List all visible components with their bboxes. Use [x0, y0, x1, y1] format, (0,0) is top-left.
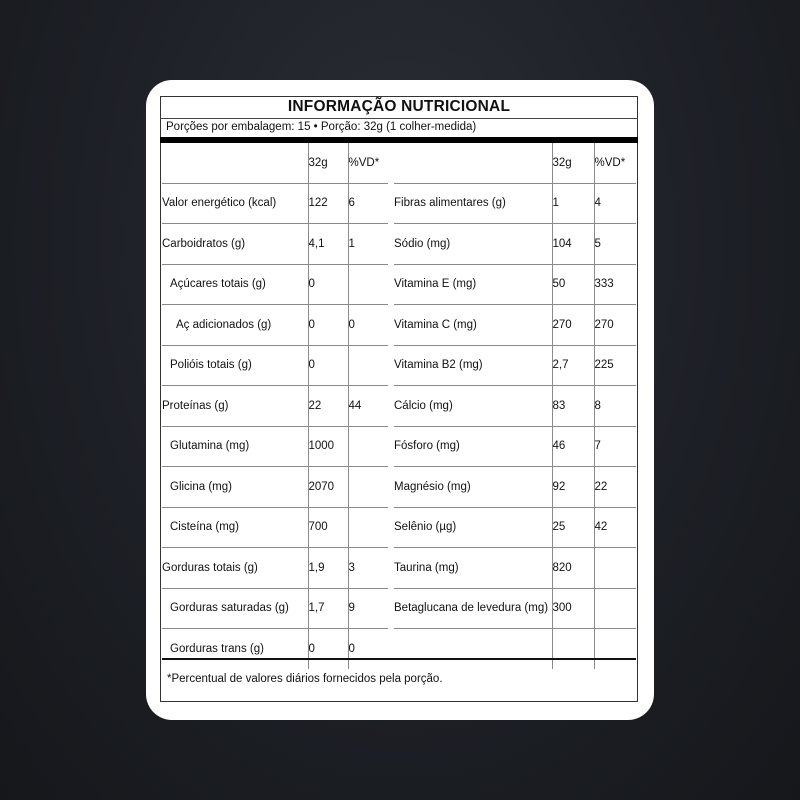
table-row: [162, 629, 636, 669]
dv-value: 6: [348, 183, 388, 224]
dv-value: 42: [594, 507, 636, 548]
portion-value: 0: [308, 305, 348, 346]
nutrient-name: Valor energético (kcal): [162, 183, 308, 224]
dv-value: 8: [594, 386, 636, 427]
nutrient-name: Carboidratos (g): [162, 224, 308, 265]
table-row: [162, 467, 636, 508]
portion-value: 83: [552, 386, 594, 427]
bottom-divider: [162, 658, 636, 660]
nutrient-name: Betaglucana de levedura (mg): [394, 588, 552, 629]
dv-value: 270: [594, 305, 636, 346]
portion-value: 92: [552, 467, 594, 508]
dv-value: [594, 548, 636, 589]
dv-value: 3: [348, 548, 388, 589]
dv-value: 44: [348, 386, 388, 427]
footnote: *Percentual de valores diários fornecidos pela porção.: [167, 673, 443, 685]
portion-value: 22: [308, 386, 348, 427]
nutrient-name: Aç adicionados (g): [162, 305, 308, 346]
nutrient-name: [394, 629, 552, 669]
nutrient-name: Proteínas (g): [162, 386, 308, 427]
serving-info: Porções por embalagem: 15 • Porção: 32g (1 colher-medida): [166, 121, 477, 133]
portion-value: 1000: [308, 426, 348, 467]
dv-value: 22: [594, 467, 636, 508]
table-row: [162, 264, 636, 305]
header-portion-right: 32g: [552, 143, 594, 183]
table-row: [162, 588, 636, 629]
nutrient-name: Sódio (mg): [394, 224, 552, 265]
nutrient-name: Vitamina B2 (mg): [394, 345, 552, 386]
table-header-row: [162, 143, 636, 183]
portion-value: 50: [552, 264, 594, 305]
dv-value: [348, 467, 388, 508]
nutrient-name: Gorduras trans (g): [170, 642, 264, 655]
nutrient-name: Cálcio (mg): [394, 386, 552, 427]
nutrient-name: Taurina (mg): [394, 548, 552, 589]
portion-value: 700: [308, 507, 348, 548]
dv-value: [594, 588, 636, 629]
dv-value: 225: [594, 345, 636, 386]
dv-value: 9: [348, 588, 388, 629]
portion-value: 1,7: [308, 588, 348, 629]
header-dv-right: %VD*: [594, 143, 636, 183]
portion-value: 2070: [308, 467, 348, 508]
table-row: [162, 426, 636, 467]
header-dv: %VD*: [348, 143, 388, 183]
table-row: [162, 345, 636, 386]
dv-value: 0: [348, 629, 388, 669]
portion-value: 0: [308, 264, 348, 305]
dv-value: [348, 426, 388, 467]
dv-value: [348, 264, 388, 305]
nutrient-name: Glicina (mg): [162, 467, 308, 508]
label-title: INFORMAÇÃO NUTRICIONAL: [287, 98, 511, 115]
nutrient-name: Vitamina C (mg): [394, 305, 552, 346]
portion-value: 820: [552, 548, 594, 589]
table-row: [162, 548, 636, 589]
dv-value: 0: [348, 305, 388, 346]
table-row: [162, 183, 636, 224]
portion-value: 1,9: [308, 548, 348, 589]
nutrient-name: Fibras alimentares (g): [394, 183, 552, 224]
portion-value: 25: [552, 507, 594, 548]
table-row: [162, 305, 636, 346]
portion-value: 122: [308, 183, 348, 224]
table-row: [162, 386, 636, 427]
nutrient-name: Polióis totais (g): [162, 345, 308, 386]
dv-value: 1: [348, 224, 388, 265]
nutrient-name: Glutamina (mg): [162, 426, 308, 467]
nutrient-name: Selênio (µg): [394, 507, 552, 548]
nutrient-name: Gorduras saturadas (g): [162, 588, 308, 629]
nutrition-table: [162, 143, 636, 669]
table-row: [162, 507, 636, 548]
portion-value: 0: [308, 345, 348, 386]
dv-value: 333: [594, 264, 636, 305]
portion-value: 46: [552, 426, 594, 467]
header-portion: 32g: [308, 143, 348, 183]
dv-value: 4: [594, 183, 636, 224]
nutrient-name: Gorduras totais (g): [162, 548, 308, 589]
portion-value: 2,7: [552, 345, 594, 386]
dv-value: [348, 507, 388, 548]
nutrient-name: Magnésio (mg): [394, 467, 552, 508]
portion-value: [552, 629, 594, 669]
portion-value: 0: [308, 629, 348, 669]
nutrient-name: Vitamina E (mg): [394, 264, 552, 305]
table-row: [162, 224, 636, 265]
nutrient-name: Fósforo (mg): [394, 426, 552, 467]
nutrient-name: Açúcares totais (g): [162, 264, 308, 305]
dv-value: 5: [594, 224, 636, 265]
dv-value: [348, 345, 388, 386]
nutrient-name: Cisteína (mg): [162, 507, 308, 548]
portion-value: 1: [552, 183, 594, 224]
portion-value: 300: [552, 588, 594, 629]
dv-value: 7: [594, 426, 636, 467]
portion-value: 104: [552, 224, 594, 265]
portion-value: 4,1: [308, 224, 348, 265]
dv-value: [594, 629, 636, 669]
portion-value: 270: [552, 305, 594, 346]
